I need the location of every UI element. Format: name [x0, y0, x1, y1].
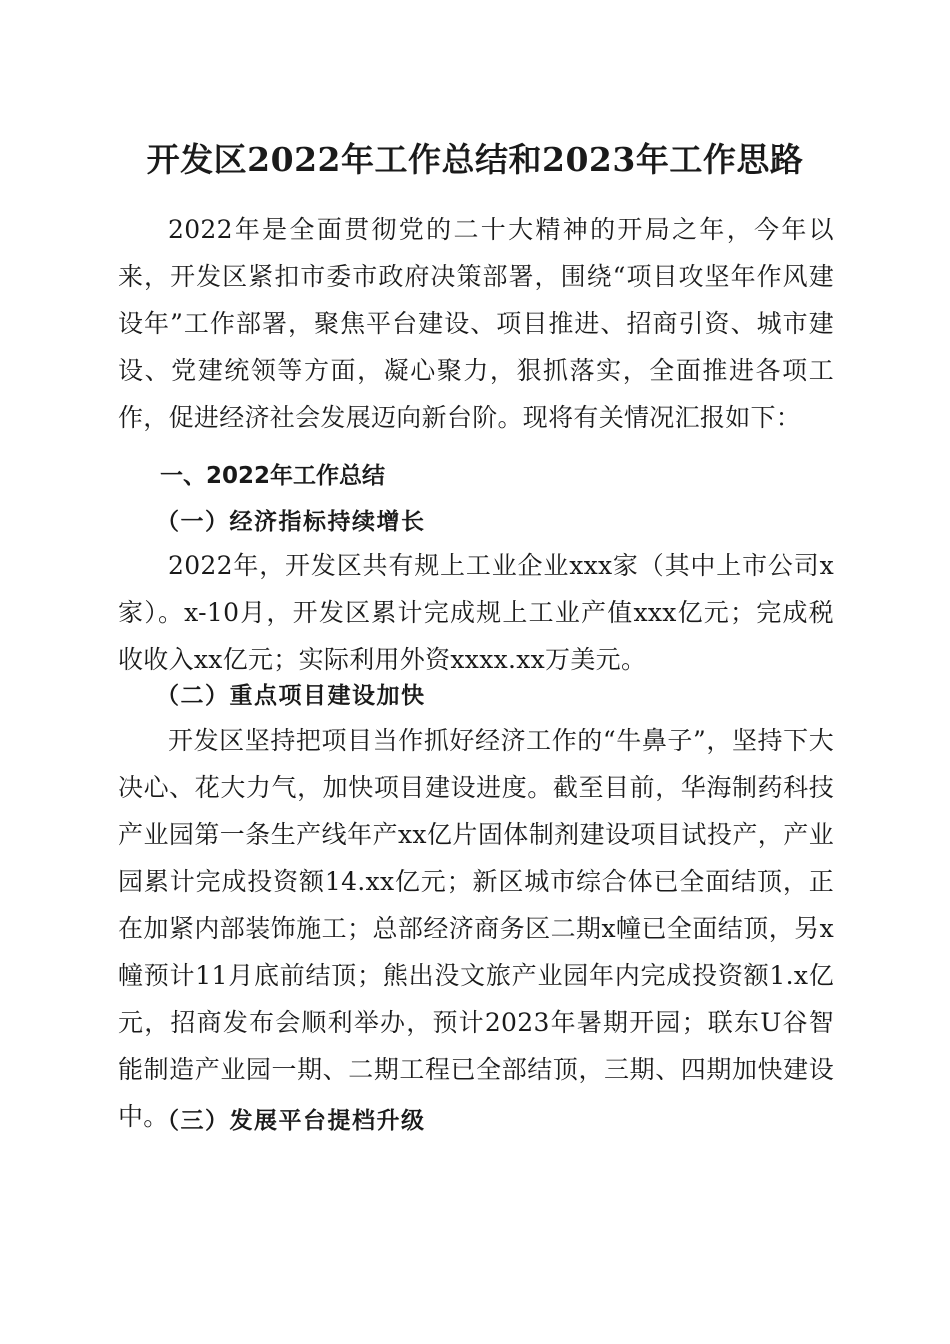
- page-title: 开发区2022年工作总结和2023年工作思路: [146, 140, 804, 179]
- section-heading-2022-summary: 一、2022年工作总结: [160, 463, 386, 489]
- intro-paragraph: 2022年是全面贯彻党的二十大精神的开局之年，今年以来，开发区紧扣市委市政府决策部署，围绕“项目攻坚年作风建设年”工作部署，聚焦平台建设、项目推进、招商引资、城市建设、党建统领等方面，凝心聚力，狠抓落实，全面推进各项工作，促进经济社会发展迈向新台阶。现将有关情况汇报如下：: [118, 215, 834, 432]
- subsection-heading-key-projects: （二）重点项目建设加快: [156, 682, 426, 709]
- subsection-heading-platform-upgrade: （三）发展平台提档升级: [156, 1107, 426, 1134]
- subsection-heading-economic-indicators: （一）经济指标持续增长: [156, 508, 426, 535]
- key-projects-paragraph: 开发区坚持把项目当作抓好经济工作的“牛鼻子”，坚持下大决心、花大力气，加快项目建设进度。截至目前，华海制药科技产业园第一条生产线年产xx亿片固体制剂建设项目试投产，产业园累计完成投资额14.xx亿元；新区城市综合体已全面结顶，正在加紧内部装饰施工；总部经济商务区二期x幢已全面结顶，另x幢预计11月底前结顶；熊出没文旅产业园年内完成投资额1.x亿元，招商发布会顺利举办，预计2023年暑期开园；联东U谷智能制造产业园一期、二期工程已全部结顶，三期、四期加快建设中。: [118, 726, 834, 1131]
- economic-indicators-paragraph: 2022年，开发区共有规上工业企业xxx家（其中上市公司x家）。x-10月，开发区累计完成规上工业产值xxx亿元；完成税收收入xx亿元；实际利用外资xxxx.xx万美元。: [118, 551, 834, 674]
